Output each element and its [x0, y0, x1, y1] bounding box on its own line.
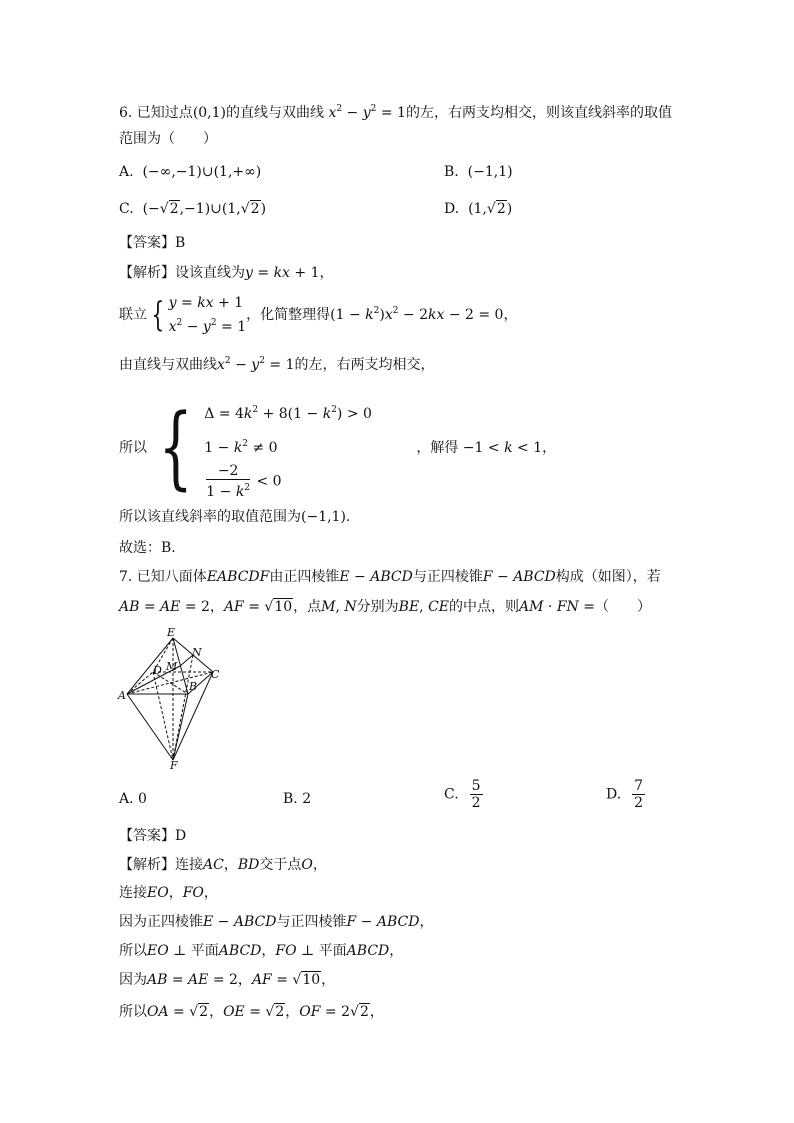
q7-analysis-6: 所以OA = √2，OE = √2，OF = 2√2，	[119, 1004, 384, 1020]
q7-answer: 【答案】D	[119, 828, 187, 844]
q7-analysis-5: 因为AB = AE = 2，AF = √10，	[119, 972, 336, 988]
figure-label-b: B	[189, 680, 198, 693]
octahedron-figure	[115, 622, 230, 770]
figure-label-d: D	[153, 664, 162, 677]
q6-answer: 【答案】B	[119, 235, 186, 251]
q7-option-a[interactable]: A. 0	[119, 791, 147, 807]
q6-intersect-line: 由直线与双曲线$x^2 - y^2 = 1$的左，右两支均相交，	[119, 356, 435, 373]
q7-stem-line2: AB = AE = 2，AF = √10，点M, N分别为BE, CE的中点，则AM · FN =（ ）	[119, 599, 651, 615]
figure-label-e: E	[167, 626, 176, 639]
figure-label-a: A	[118, 689, 126, 702]
q7-stem-line1: 7. 已知八面体EABCDF由正四棱锥E − ABCD与正四棱锥F − ABCD构成（如图），若	[119, 569, 661, 585]
q6-join-system: 联立 { y = kx + 1 $x^2 - y^2 = 1$，化简整理得$(1 - k^2)x^2 - 2kx - 2 = 0$，	[119, 295, 518, 335]
q7-option-d[interactable]: D. $\frac{7}{2}$	[606, 778, 644, 811]
q6-choose: 故选：B.	[119, 540, 176, 556]
q6-option-d[interactable]: D. (1,√2)	[444, 201, 513, 217]
q7-analysis-1: 【解析】连接AC，BD交于点O，	[119, 857, 327, 873]
q6-option-b[interactable]: B. (−1,1)	[444, 164, 513, 180]
figure-label-n: N	[192, 646, 202, 659]
q6-option-a[interactable]: A. (−∞,−1)∪(1,+∞)	[119, 164, 262, 180]
figure-label-f: F	[170, 759, 178, 770]
q6-analysis-head: 【解析】设该直线为y = kx + 1，	[119, 265, 334, 281]
q6-option-c[interactable]: C. (−√2,−1)∪(1,√2)	[119, 201, 267, 217]
q7-analysis-3: 因为正四棱锥E − ABCD与正四棱锥F − ABCD，	[119, 914, 434, 930]
q7-analysis-4: 所以EO ⊥ 平面ABCD，FO ⊥ 平面ABCD，	[119, 943, 404, 959]
figure-label-m: M	[166, 660, 178, 673]
q6-stem-line2: 范围为（ ）	[119, 131, 217, 147]
q6-range-line: 所以该直线斜率的取值范围为(−1,1).	[119, 509, 351, 525]
q7-analysis-2: 连接EO，FO，	[119, 885, 218, 901]
figure-label-c: C	[211, 668, 220, 681]
q6-condition-system: 所以 { $\Delta = 4k^2 + 8(1 - k^2) > 0$ $1 - k^2 \ne 0$ $\frac{-2}{1 - k^2}$ < 0 ，解得 −1 < k < 1，	[119, 394, 557, 500]
q6-stem-line1: 6. 已知过点(0,1)的直线与双曲线 $x^2 - y^2 = 1$的左，右两支均相交，则该直线斜率的取值	[119, 104, 672, 121]
q7-option-c[interactable]: C. $\frac{5}{2}$	[444, 778, 481, 811]
q7-option-b[interactable]: B. 2	[283, 791, 312, 807]
